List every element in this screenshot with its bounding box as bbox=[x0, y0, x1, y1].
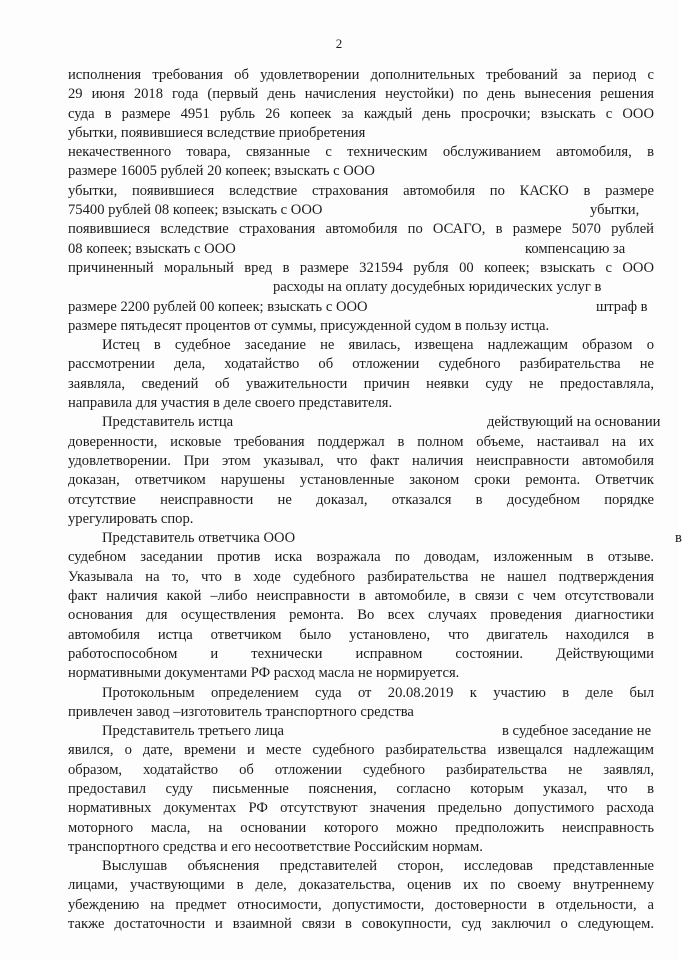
line-text: образом, ходатайство об отложении судебного разбирательства не заявлял, bbox=[68, 761, 654, 778]
line-text: Истец в судебное заседание не явилась, извещена надлежащим образом о bbox=[102, 337, 654, 354]
document-line bbox=[68, 915, 654, 934]
line-text: заявляла, сведений об уважительности причин неявки суду не предоставляла, bbox=[68, 375, 654, 392]
line-text: убытки, появившиеся вследствие приобретения bbox=[68, 124, 366, 141]
document-line bbox=[68, 143, 654, 162]
document-line bbox=[68, 317, 654, 336]
line-text: лицами, участвующими в деле, доказательства, оценив их по своему внутреннему bbox=[68, 877, 654, 894]
document-line bbox=[68, 741, 654, 760]
document-line bbox=[68, 413, 661, 432]
document-line bbox=[68, 799, 654, 818]
line-text: размере 16005 рублей 20 копеек; взыскать с ООО bbox=[68, 163, 375, 180]
document-line bbox=[68, 491, 654, 510]
document-line bbox=[68, 626, 654, 645]
line-text: автомобиля истца ответчиком было установлено, что двигатель находился в bbox=[68, 626, 654, 643]
line-text: убытки, bbox=[590, 202, 640, 219]
document-line bbox=[68, 105, 654, 124]
line-text: привлечен завод –изготовитель транспортного средства bbox=[68, 703, 414, 720]
line-text: в bbox=[675, 530, 682, 547]
document-line bbox=[68, 819, 654, 838]
line-text: штраф в bbox=[596, 298, 648, 315]
line-text: Представитель третьего лица bbox=[102, 723, 284, 740]
line-text: доверенности, исковые требования поддержал в полном объеме, настаивал на их bbox=[68, 433, 654, 450]
document-line bbox=[68, 838, 654, 857]
line-text: 29 июня 2018 года (первый день начисления неустойки) по день вынесения решения bbox=[68, 86, 654, 103]
line-text: удовлетворении. При этом указывал, что факт наличия неисправности автомобиля bbox=[68, 452, 654, 469]
line-text: доказан, ответчиком нарушены установленные законом сроки ремонта. Ответчик bbox=[68, 472, 654, 489]
document-line bbox=[68, 375, 654, 394]
document-line bbox=[68, 857, 654, 876]
line-text: размере пятьдесят процентов от суммы, присужденной судом в пользу истца. bbox=[68, 317, 550, 334]
line-text: нормативных документах РФ отсутствуют значения предельно допустимого расхода bbox=[68, 800, 654, 817]
line-text: Протокольным определением суда от 20.08.2019 к участию в деле был bbox=[102, 684, 654, 701]
document-line bbox=[68, 896, 654, 915]
line-text: Представитель истца bbox=[102, 414, 234, 431]
document-line bbox=[68, 548, 654, 567]
document-line bbox=[68, 355, 654, 374]
document-line bbox=[68, 394, 654, 413]
document-line bbox=[68, 220, 654, 239]
line-text: некачественного товара, связанные с техническим обслуживанием автомобиля, в bbox=[68, 144, 654, 161]
document-line bbox=[68, 761, 654, 780]
line-text: предоставил суду письменные пояснения, согласно которым указал, что в bbox=[68, 780, 654, 797]
line-text: убеждению на предмет относимости, допустимости, достоверности в отдельности, а bbox=[68, 896, 654, 913]
line-text: моторного масла, на основании которого можно предположить неисправность bbox=[68, 819, 654, 836]
document-line bbox=[68, 684, 654, 703]
line-text: расходы на оплату досудебных юридических услуг в bbox=[273, 279, 602, 296]
document-line bbox=[68, 66, 654, 85]
document-line bbox=[68, 780, 654, 799]
document-line bbox=[68, 240, 654, 259]
line-text: действующий на основании bbox=[487, 414, 661, 431]
line-text: размере 2200 рублей 00 копеек; взыскать с ООО bbox=[68, 298, 368, 315]
line-text: нормативными документами РФ расход масла не нормируется. bbox=[68, 665, 460, 682]
document-line bbox=[68, 278, 654, 297]
document-line bbox=[68, 587, 654, 606]
line-text: 08 копеек; взыскать с ООО bbox=[68, 240, 236, 257]
line-text: рассмотрении дела, ходатайство об отложении судебного разбирательства не bbox=[68, 356, 654, 373]
line-text: работоспособном и технически исправном состоянии. Действующими bbox=[68, 645, 654, 662]
document-line bbox=[68, 703, 654, 722]
document-line bbox=[68, 645, 654, 664]
document-line bbox=[68, 259, 654, 278]
document-line bbox=[68, 529, 682, 548]
document-line bbox=[68, 201, 654, 220]
document-line bbox=[68, 606, 654, 625]
document-line bbox=[68, 162, 654, 181]
line-text: отсутствие неисправности не доказал, отказался в досудебном порядке bbox=[68, 491, 654, 508]
line-text: судебном заседании против иска возражала по доводам, изложенным в отзыве. bbox=[68, 549, 654, 566]
line-text: появившиеся вследствие страхования автомобиля по ОСАГО, в размере 5070 рублей bbox=[68, 221, 654, 238]
line-text: направила для участия в деле своего представителя. bbox=[68, 395, 393, 412]
document-line bbox=[68, 876, 654, 895]
line-text: в судебное заседание не bbox=[502, 723, 652, 740]
page-number: 2 bbox=[335, 36, 343, 51]
document-line bbox=[68, 298, 654, 317]
document-line bbox=[68, 124, 654, 143]
document-line bbox=[68, 85, 654, 104]
document-line bbox=[68, 568, 654, 587]
line-text: Указывала на то, что в ходе судебного разбирательства не нашел подтверждения bbox=[68, 568, 654, 585]
line-text: также достаточности и взаимной связи в совокупности, суд заключил о следующем. bbox=[68, 916, 654, 933]
document-line bbox=[68, 510, 654, 529]
document-body bbox=[68, 66, 682, 934]
document-line bbox=[68, 452, 654, 471]
line-text: факт наличия какой –либо неисправности в автомобиле, в связи с чем отсутствовали bbox=[68, 588, 654, 605]
line-text: транспортного средства и его несоответствие Российским нормам. bbox=[68, 838, 483, 855]
line-text: причиненный моральный вред в размере 321594 рубля 00 копеек; взыскать с ООО bbox=[68, 259, 654, 276]
line-text: Выслушав объяснения представителей сторон, исследовав представленные bbox=[102, 858, 654, 875]
line-text: урегулировать спор. bbox=[68, 510, 194, 527]
document-line bbox=[68, 664, 654, 683]
document-line bbox=[68, 722, 654, 741]
document-line bbox=[68, 182, 654, 201]
line-text: Представитель ответчика ООО bbox=[102, 530, 296, 547]
line-text: исполнения требования об удовлетворении дополнительных требований за период с bbox=[68, 67, 654, 83]
line-text: суда в размере 4951 рубль 26 копеек за каждый день просрочки; взыскать с ООО bbox=[68, 105, 654, 122]
line-text: убытки, появившиеся вследствие страхования автомобиля по КАСКО в размере bbox=[68, 182, 654, 199]
line-text: основания для осуществления ремонта. Во всех случаях проведения диагностики bbox=[68, 607, 654, 624]
document-line bbox=[68, 471, 654, 490]
document-line bbox=[68, 336, 654, 355]
line-text: 75400 рублей 08 копеек; взыскать с ООО bbox=[68, 202, 323, 219]
line-text: компенсацию за bbox=[525, 240, 626, 257]
line-text: явился, о дате, времени и месте судебного разбирательства извещался надлежащим bbox=[68, 742, 654, 759]
document-line bbox=[68, 433, 654, 452]
